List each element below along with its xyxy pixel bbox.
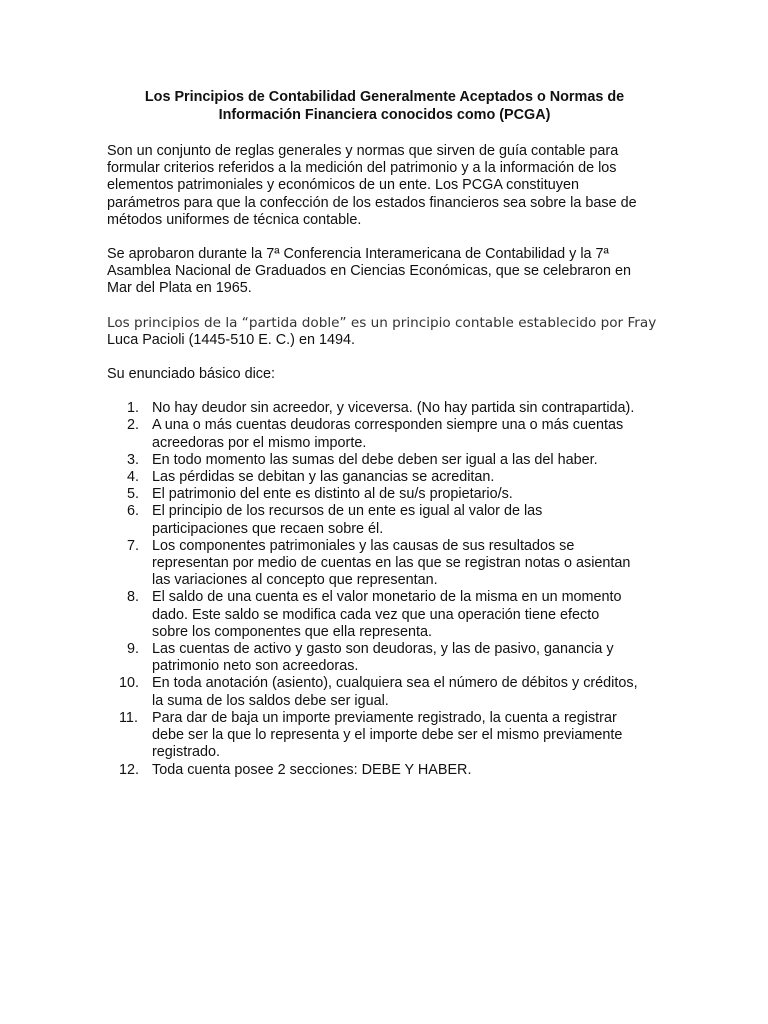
paragraph-line: elementos patrimoniales y económicos de un ente. Los PCGA constituyen xyxy=(107,177,579,194)
list-item-number: 10. xyxy=(119,675,140,692)
list-item-line: Las cuentas de activo y gasto son deudoras, y las de pasivo, ganancia y xyxy=(152,641,614,658)
title-line: Los Principios de Contabilidad Generalmente Aceptados o Normas de xyxy=(144,89,625,105)
list-item-line: En todo momento las sumas del debe deben ser igual a las del haber. xyxy=(152,451,598,468)
list-item-line: Las pérdidas se debitan y las ganancias se acreditan. xyxy=(152,469,495,486)
list-intro-paragraph xyxy=(107,366,662,383)
list-item-line: Para dar de baja un importe previamente registrado, la cuenta a registrar xyxy=(152,709,617,726)
list-item-line: A una o más cuentas deudoras corresponden siempre una o más cuentas xyxy=(152,417,624,434)
list-item xyxy=(107,486,662,503)
paragraph-line: Asamblea Nacional de Graduados en Ciencias Económicas, que se celebraron en xyxy=(107,263,631,280)
paragraph-line: formular criterios referidos a la medición del patrimonio y a la información de los xyxy=(107,160,617,177)
list-item xyxy=(107,452,662,469)
list-item xyxy=(107,675,662,709)
list-item-number: 8. xyxy=(127,589,140,606)
list-item-number: 7. xyxy=(127,537,140,554)
list-item-number: 11. xyxy=(119,709,138,726)
list-item-number: 5. xyxy=(127,486,140,503)
definition-paragraph xyxy=(107,143,662,229)
list-item-line: El patrimonio del ente es distinto al de su/s propietario/s. xyxy=(152,486,513,503)
list-item-line: registrado. xyxy=(152,744,220,761)
list-item xyxy=(107,641,662,675)
list-item-line: El saldo de una cuenta es el valor monetario de la misma en un momento xyxy=(152,589,622,606)
list-item-line: Toda cuenta posee 2 secciones: DEBE Y HABER. xyxy=(152,761,472,778)
paragraph-line: Son un conjunto de reglas generales y normas que sirven de guía contable para xyxy=(107,143,619,159)
list-item-line: debe ser la que lo representa y el importe debe ser el mismo previamente xyxy=(152,727,623,744)
paragraph-line: métodos uniformes de técnica contable. xyxy=(107,211,362,228)
list-item xyxy=(107,762,662,779)
list-item-line: sobre los componentes que ella representa. xyxy=(152,623,432,640)
list-item xyxy=(107,400,662,417)
double-entry-paragraph xyxy=(107,315,662,349)
list-item-number: 1. xyxy=(127,400,140,417)
list-item-line: patrimonio neto son acreedoras. xyxy=(152,658,359,675)
list-item-number: 4. xyxy=(127,469,140,486)
list-item-line: En toda anotación (asiento), cualquiera sea el número de débitos y créditos, xyxy=(152,675,638,692)
paragraph-line: parámetros para que la confección de los estados financieros sea sobre la base de xyxy=(107,194,637,211)
list-item xyxy=(107,503,662,537)
list-item-line: No hay deudor sin acreedor, y viceversa. (No hay partida sin contrapartida). xyxy=(152,400,635,417)
list-item-line: acreedoras por el mismo importe. xyxy=(152,434,367,451)
list-item-number: 12. xyxy=(119,761,140,778)
principles-list xyxy=(107,400,662,778)
approval-paragraph xyxy=(107,246,662,298)
document-title xyxy=(107,88,662,124)
paragraph-line: Los principios de la “partida doble” es un principio contable establecido por Fray xyxy=(107,314,657,331)
list-item-line: Los componentes patrimoniales y las causas de sus resultados se xyxy=(152,537,575,554)
paragraph-line: Su enunciado básico dice: xyxy=(107,366,276,383)
paragraph-line: Mar del Plata en 1965. xyxy=(107,280,252,297)
paragraph-line: Luca Pacioli (1445-510 E. C.) en 1494. xyxy=(107,331,355,348)
list-item-number: 9. xyxy=(127,641,140,658)
title-line: Información Financiera conocidos como (PCGA) xyxy=(218,107,551,123)
list-item xyxy=(107,710,662,762)
list-item-number: 2. xyxy=(127,417,140,434)
list-item-line: El principio de los recursos de un ente es igual al valor de las xyxy=(152,503,543,520)
paragraph-line: Se aprobaron durante la 7ª Conferencia Interamericana de Contabilidad y la 7ª xyxy=(107,246,609,263)
list-item-number: 3. xyxy=(127,451,140,468)
list-item-line: la suma de los saldos debe ser igual. xyxy=(152,692,389,709)
list-item-line: representan por medio de cuentas en las que se registran notas o asientan xyxy=(152,555,631,572)
list-item xyxy=(107,417,662,451)
list-item xyxy=(107,538,662,590)
list-item-line: las variaciones al concepto que representan. xyxy=(152,572,438,589)
list-item-line: participaciones que recaen sobre él. xyxy=(152,520,384,537)
list-item xyxy=(107,469,662,486)
list-item-number: 6. xyxy=(127,503,140,520)
list-item xyxy=(107,589,662,641)
list-item-line: dado. Este saldo se modifica cada vez que una operación tiene efecto xyxy=(152,606,600,623)
